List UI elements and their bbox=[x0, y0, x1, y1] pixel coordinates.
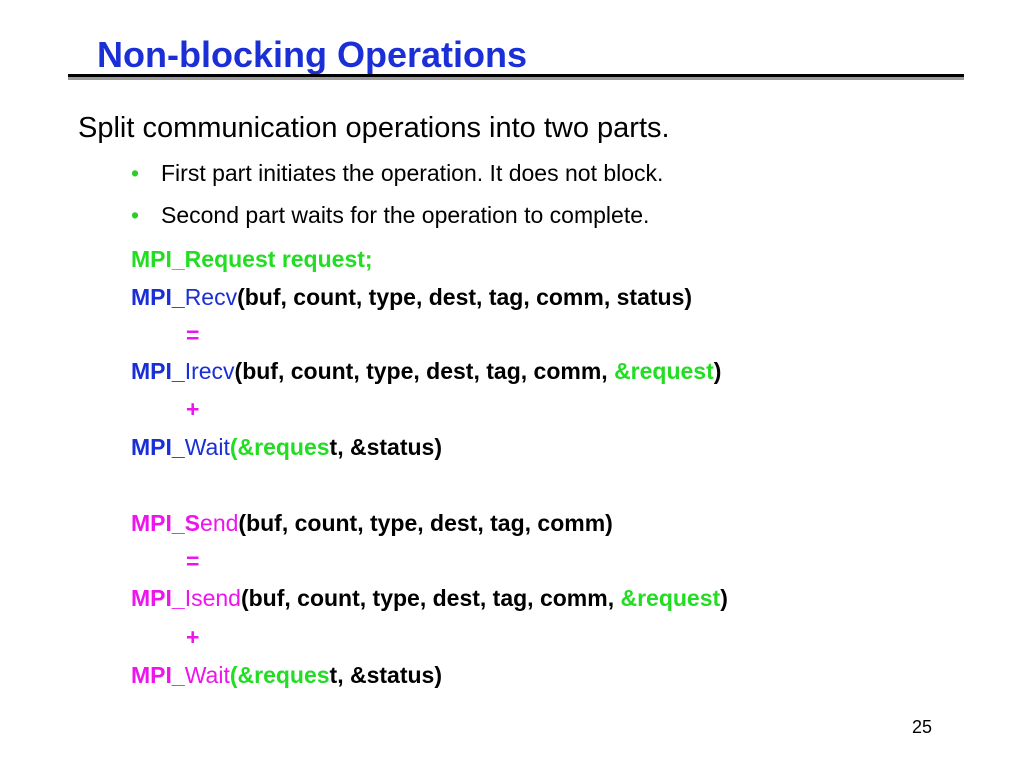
send-args: (buf, count, type, dest, tag, comm) bbox=[238, 510, 613, 536]
isend-args: (buf, count, type, dest, tag, comm, bbox=[240, 585, 621, 611]
recv-args: (buf, count, type, dest, tag, comm, status) bbox=[237, 284, 693, 310]
isend-request-arg: &request bbox=[620, 585, 721, 611]
bullet-dot-icon: • bbox=[131, 202, 140, 228]
bullet-text-2: Second part waits for the operation to complete. bbox=[161, 202, 650, 228]
bullet-item-2 bbox=[131, 200, 649, 230]
wait1-fn-name: Wait bbox=[184, 434, 230, 460]
wait2-request-part: (&reques bbox=[229, 662, 330, 688]
equals-operator-1: = bbox=[186, 322, 200, 348]
irecv-fn-prefix: MPI_ bbox=[131, 358, 185, 384]
isend-fn-prefix: MPI_ bbox=[131, 585, 185, 611]
wait1-fn-prefix: MPI_ bbox=[131, 434, 185, 460]
plus-operator-1: + bbox=[186, 396, 200, 422]
wait2-fn-prefix: MPI_ bbox=[131, 662, 185, 688]
code-line-wait-1 bbox=[131, 432, 442, 462]
bullet-item-1 bbox=[131, 158, 663, 188]
wait2-fn-name: Wait bbox=[184, 662, 230, 688]
code-line-wait-2 bbox=[131, 660, 442, 690]
isend-close-paren: ) bbox=[720, 585, 728, 611]
wait1-rest: t, &status) bbox=[329, 434, 442, 460]
send-fn-prefix: MPI_S bbox=[131, 510, 201, 536]
send-fn-name: end bbox=[200, 510, 239, 536]
recv-fn-name: Recv bbox=[184, 284, 238, 310]
wait1-request-part: (&reques bbox=[229, 434, 330, 460]
recv-fn-prefix: MPI_ bbox=[131, 284, 185, 310]
isend-fn-name: Isend bbox=[184, 585, 241, 611]
wait2-rest: t, &status) bbox=[329, 662, 442, 688]
code-line-recv bbox=[131, 282, 692, 312]
title-underline bbox=[68, 74, 964, 77]
slide-title: Non-blocking Operations bbox=[97, 34, 528, 75]
irecv-close-paren: ) bbox=[713, 358, 722, 384]
main-point: Split communication operations into two parts. bbox=[78, 112, 670, 144]
bullet-text-1: First part initiates the operation. It does not block. bbox=[161, 160, 664, 186]
code-line-isend bbox=[131, 583, 728, 613]
irecv-request-arg: &request bbox=[614, 358, 714, 384]
bullet-dot-icon: • bbox=[131, 160, 140, 186]
plus-operator-2: + bbox=[186, 624, 200, 650]
code-request-declaration: MPI_Request request; bbox=[131, 246, 373, 272]
equals-operator-2: = bbox=[186, 548, 200, 574]
page-number: 25 bbox=[912, 717, 933, 737]
code-line-send bbox=[131, 508, 613, 538]
irecv-fn-name: Irecv bbox=[184, 358, 235, 384]
irecv-args: (buf, count, type, dest, tag, comm, bbox=[234, 358, 615, 384]
code-line-irecv bbox=[131, 356, 721, 386]
